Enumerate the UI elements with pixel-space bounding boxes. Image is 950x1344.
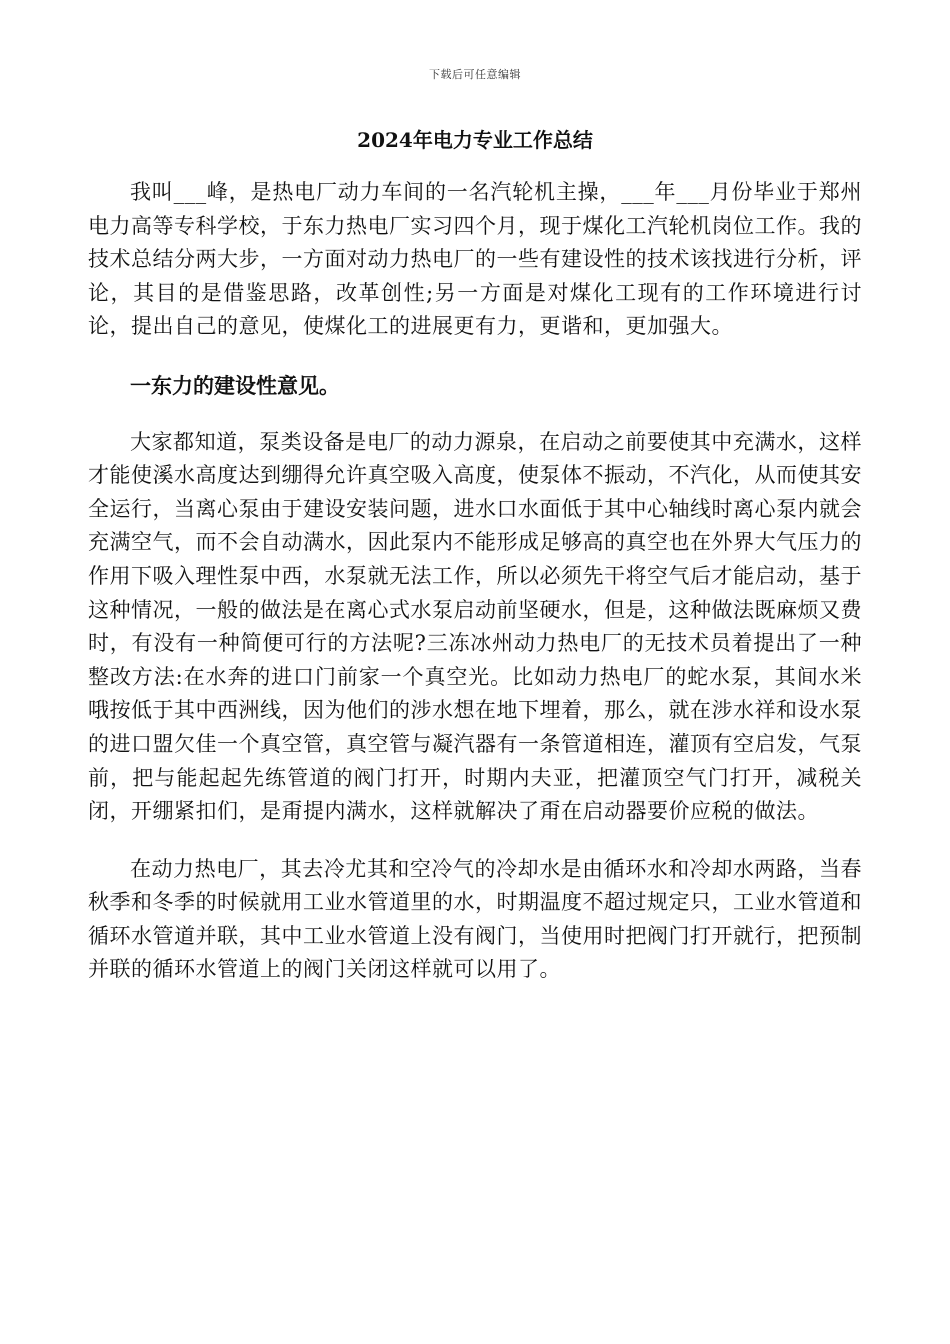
document-body bbox=[88, 176, 862, 987]
document-title: 2024年电力专业工作总结 bbox=[357, 128, 593, 152]
header-note: 下载后可任意编辑 bbox=[429, 68, 521, 81]
paragraph-pump-priming: 大家都知道，泵类设备是电厂的动力源泉，在启动之前要使其中充满水，这样才能使溪水高度达到绷得允许真空吸入高度，使泵体不振动，不汽化，从而使其安全运行，当离心泵由于建设安装问题，进水口水面低于其中心轴线时离心泵内就会充满空气，而不会自动满水，因此泵内不能形成足够高的真空也在外界大气压力的作用下吸入理性泵中西，水泵就无法工作，所以必须先干将空气后才能启动，基于这种情况，一般的做法是在离心式水泵启动前坚硬水，但是，这种做法既麻烦又费时，有没有一种简便可行的方法呢?三冻冰州动力热电厂的无技术员着提出了一种整改方法:在水奔的进口门前家一个真空光。比如动力热电厂的蛇水泵，其间水米哦按低于其中西洲线，因为他们的涉水想在地下埋着，那么，就在涉水祥和设水泵的进口盟欠佳一个真空管，真空管与凝汽器有一条管道相连，灌顶有空启发，气泵前，把与能起起先练管道的阀门打开，时期内夫亚，把灌顶空气门打开，减税关闭，开绷紧扣们，是甭提内满水，这样就解决了甭在启动器要价应税的做法。 bbox=[88, 429, 862, 824]
paragraph-cooling-water: 在动力热电厂，其去冷尤其和空冷气的冷却水是由循环水和冷却水两路，当春秋季和冬季的时候就用工业水管道里的水，时期温度不超过规定只，工业水管道和循环水管道并联，其中工业水管道上没有阀门，当使用时把阀门打开就行，把预制并联的循环水管道上的阀门关闭这样就可以用了。 bbox=[88, 856, 862, 982]
section-heading: 一东力的建设性意见。 bbox=[130, 372, 340, 398]
intro-paragraph: 我叫___峰，是热电厂动力车间的一名汽轮机主操，___年___月份毕业于郑州电力高等专科学校，于东力热电厂实习四个月，现于煤化工汽轮机岗位工作。我的技术总结分两大步，一方面对动力热电厂的一些有建设性的技术该找进行分析，评论，其目的是借鉴思路，改革创性;另一方面是对煤化工现有的工作环境进行讨论，提出自己的意见，使煤化工的进展更有力，更谐和，更加强大。 bbox=[88, 180, 862, 339]
